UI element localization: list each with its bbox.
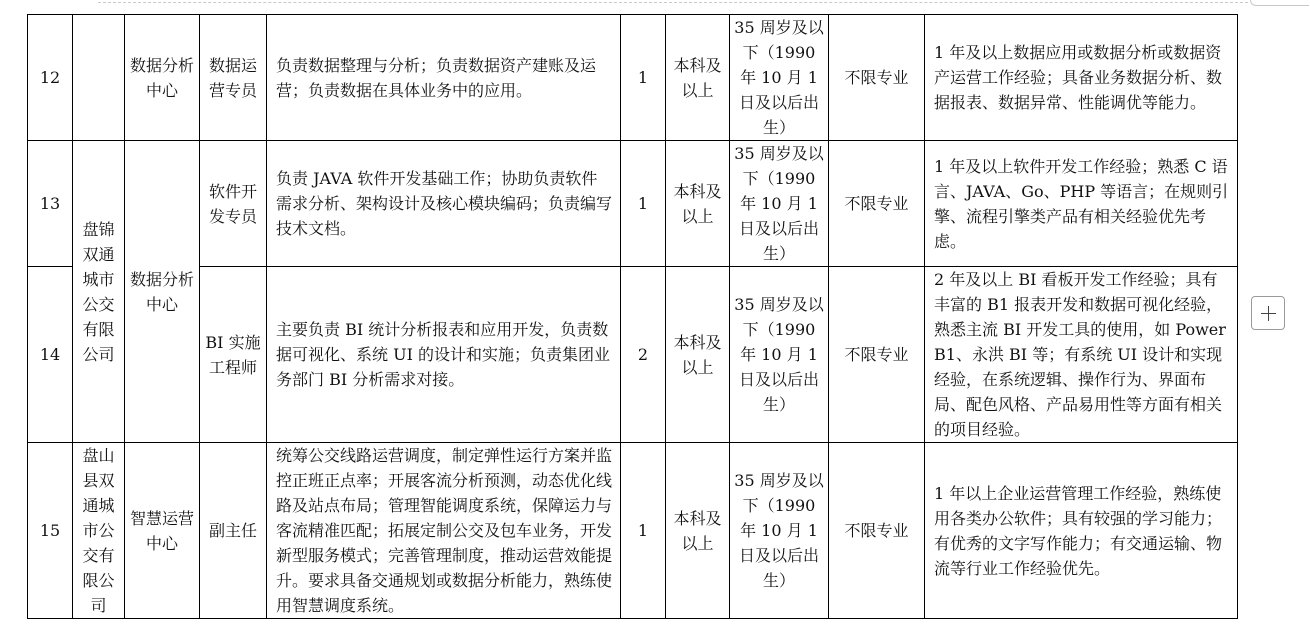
headcount-cell: 1: [621, 15, 666, 141]
age-cell: 35 周岁及以下（1990 年 10 月 1 日及以后出生）: [730, 141, 829, 267]
table-row: [28, 443, 1238, 619]
requirements-cell: 2 年及以上 BI 看板开发工作经验；具有丰富的 B1 报表开发和数据可视化经验，熟悉主流 BI 开发工具的使用，如 PowerB1、永洪 BI 等；有系统 UI 设计和实现经验，在系统逻辑、操作行为、界面布局、配色风格、产品易用性等方面有相关的项目经验。: [925, 267, 1238, 443]
duties-cell: 主要负责 BI 统计分析报表和应用开发，负责数据可视化、系统 UI 的设计和实施；负责集团业务部门 BI 分析需求对接。: [267, 267, 621, 443]
company-cell: 盘锦双通城市公交有限公司: [73, 141, 125, 443]
position-cell: 数据运营专员: [200, 15, 267, 141]
headcount-cell: 2: [621, 267, 666, 443]
age-cell: 35 周岁及以下（1990 年 10 月 1 日及以后出生）: [730, 15, 829, 141]
row-number: 15: [28, 443, 73, 619]
requirements-cell: 1 年及以上数据应用或数据分析或数据资产运营工作经验；具备业务数据分析、数据报表、数据异常、性能调优等能力。: [925, 15, 1238, 141]
headcount-cell: 1: [621, 141, 666, 267]
position-cell: BI 实施工程师: [200, 267, 267, 443]
department-cell: 智慧运营中心: [125, 443, 200, 619]
position-cell: 软件开发专员: [200, 141, 267, 267]
position-cell: 副主任: [200, 443, 267, 619]
page-top-dashed-line: [98, 2, 1248, 3]
company-cell: 盘山县双通城市公交有限公司: [73, 443, 125, 619]
requirements-cell: 1 年以上企业运营管理工作经验，熟练使用各类办公软件；具有较强的学习能力；有优秀的文字写作能力；有交通运输、物流等行业工作经验优先。: [925, 443, 1238, 619]
major-cell: 不限专业: [829, 141, 925, 267]
company-cell-empty: [73, 15, 125, 141]
education-cell: 本科及以上: [666, 141, 730, 267]
department-cell: 数据分析中心: [125, 141, 200, 443]
row-number: 14: [28, 267, 73, 443]
page-top-border: [0, 0, 1310, 8]
major-cell: 不限专业: [829, 267, 925, 443]
age-cell: 35 周岁及以下（1990 年 10 月 1 日及以后出生）: [730, 443, 829, 619]
major-cell: 不限专业: [829, 15, 925, 141]
table-row: [28, 141, 1238, 267]
duties-cell: 负责数据整理与分析；负责数据资产建账及运营；负责数据在具体业务中的应用。: [267, 15, 621, 141]
headcount-cell: 1: [621, 443, 666, 619]
row-number: 13: [28, 141, 73, 267]
add-row-button[interactable]: [1251, 296, 1285, 330]
row-number: 12: [28, 15, 73, 141]
education-cell: 本科及以上: [666, 15, 730, 141]
age-cell: 35 周岁及以下（1990 年 10 月 1 日及以后出生）: [730, 267, 829, 443]
education-cell: 本科及以上: [666, 267, 730, 443]
recruitment-table: [27, 14, 1238, 619]
requirements-cell: 1 年及以上软件开发工作经验；熟悉 C 语言、JAVA、Go、PHP 等语言；在规则引擎、流程引擎类产品有相关经验优先考虑。: [925, 141, 1238, 267]
page-corner-mark: [1250, 0, 1309, 6]
duties-cell: 负责 JAVA 软件开发基础工作；协助负责软件需求分析、架构设计及核心模块编码；负责编写技术文档。: [267, 141, 621, 267]
department-cell: 数据分析中心: [125, 15, 200, 141]
table-row: [28, 267, 1238, 443]
education-cell: 本科及以上: [666, 443, 730, 619]
major-cell: 不限专业: [829, 443, 925, 619]
duties-cell: 统筹公交线路运营调度，制定弹性运行方案并监控正班正点率；开展客流分析预测，动态优化线路及站点布局；管理智能调度系统，保障运力与客流精准匹配；拓展定制公交及包车业务，开发新型服务模式；完善管理制度，推动运营效能提升。要求具备交通规划或数据分析能力，熟练使用智慧调度系统。: [267, 443, 621, 619]
table-row: [28, 15, 1238, 141]
